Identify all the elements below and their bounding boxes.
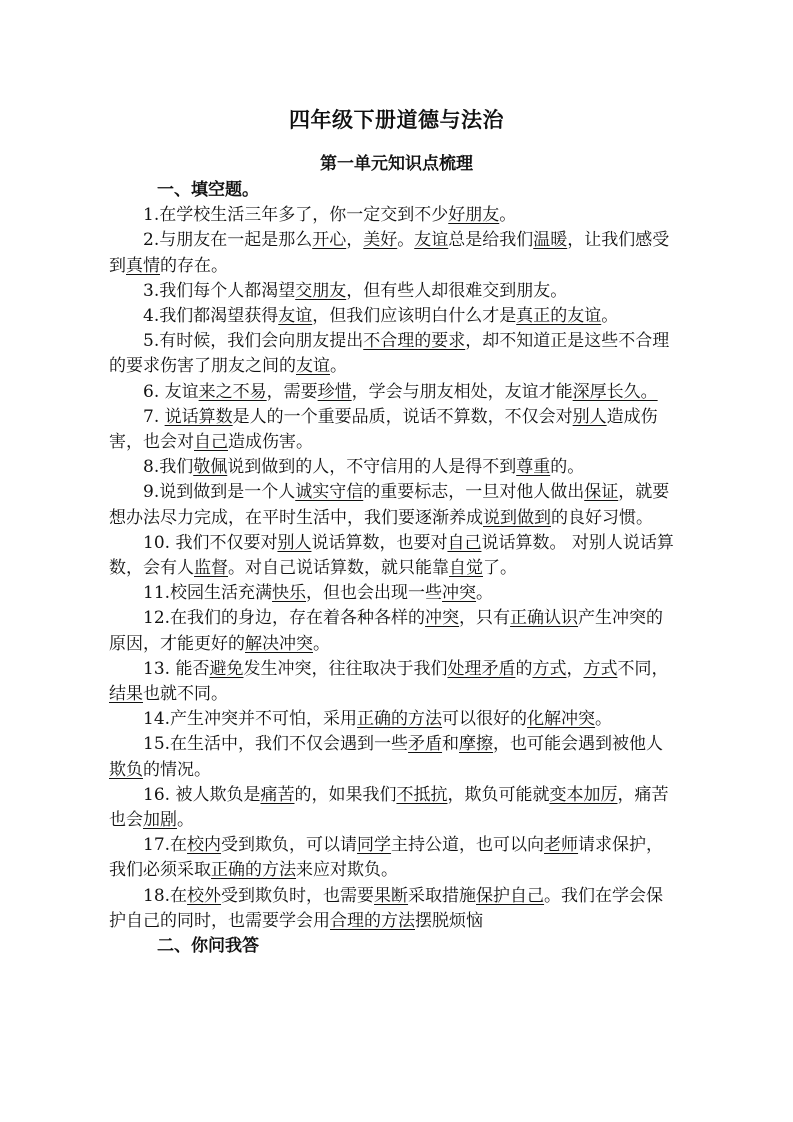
item-text: 15.在生活中，我们不仅会遇到一些 [143, 734, 409, 755]
item-text: 18.在 [143, 885, 188, 906]
answer-blank: 说话算数 [164, 406, 233, 427]
answer-blank: 正确的方法 [357, 709, 443, 730]
answer-blank: 别人 [572, 406, 607, 427]
answer-blank: 真正的友谊 [516, 306, 602, 327]
item-text: 。 [476, 583, 494, 604]
answer-blank: 温暖 [533, 230, 568, 251]
item-text: ， [566, 658, 584, 679]
answer-blank: 自觉 [449, 558, 483, 579]
item-text: 采取措施 [408, 885, 477, 906]
section-heading-qa: 二、你问我答 [157, 936, 259, 957]
item-text: ，也可能会遇到被他人 [493, 734, 664, 755]
list-item [109, 606, 679, 656]
item-text: 的存在。 [160, 255, 228, 276]
answer-blank: 不合理的要求 [363, 331, 466, 352]
answer-blank: 好朋友 [448, 205, 500, 226]
item-text: 2.与朋友在一起是那么 [143, 230, 313, 251]
item-text: 的。 [550, 457, 585, 478]
item-text: 10. 我们不仅要对 [143, 532, 278, 553]
item-text: 受到欺负，可以请 [221, 835, 358, 856]
item-text: 可以很好的 [442, 709, 528, 730]
item-text: 。 [601, 306, 619, 327]
item-text: 1.在学校生活三年多了，你一定交到不少 [143, 205, 449, 226]
list-item [109, 279, 679, 304]
answer-blank: 冲突 [442, 583, 477, 604]
item-text: 。 [499, 205, 517, 226]
item-text: 说话算数，也要对 [311, 532, 448, 553]
answer-blank: 保证 [584, 482, 619, 503]
answer-blank: 正确的方法 [211, 860, 296, 881]
item-text: 17.在 [143, 835, 188, 856]
item-text: 13. 能否 [143, 658, 210, 679]
item-text: ，让我们感受到 [109, 230, 670, 276]
item-text: 和 [442, 734, 460, 755]
list-item [109, 531, 679, 581]
answer-blank: 果断 [374, 885, 409, 906]
answer-blank: 开心 [312, 230, 347, 251]
item-text: 总是给我们 [448, 230, 534, 251]
answer-blank: 交朋友 [295, 280, 347, 301]
list-item [109, 228, 679, 278]
list-item [109, 783, 679, 833]
answer-blank: 别人 [277, 532, 312, 553]
list-item [109, 329, 679, 379]
item-text: ，需要 [266, 381, 318, 402]
item-text: 。 [595, 709, 613, 730]
item-text: 。 [397, 230, 415, 251]
item-text: 也就不同。 [143, 684, 228, 705]
answer-blank: 自己 [447, 532, 482, 553]
item-text: ，却不知道正是这些不合理的要求伤害了朋友之间的 [109, 331, 670, 377]
item-text: 的情况。 [143, 759, 211, 780]
answer-blank: 加剧 [143, 810, 177, 831]
item-text: ，但我们应该明白什么才是 [312, 306, 517, 327]
item-text: 14.产生冲突并不可怕，采用 [143, 709, 358, 730]
answer-blank: 方式 [583, 658, 618, 679]
item-text: 了。 [483, 558, 517, 579]
answer-blank: 欺负 [109, 759, 143, 780]
item-text: 。 [313, 633, 330, 654]
item-text: 的良好习惯。 [551, 507, 653, 528]
answer-blank: 保护自己 [476, 885, 545, 906]
item-text: 。我们在学会保护自己的同时，也需要学会用 [109, 885, 664, 931]
answer-blank: 老师 [544, 835, 579, 856]
answer-blank: 校内 [187, 835, 222, 856]
answer-blank: 来之不易 [198, 381, 267, 402]
item-text: 的重要标志，一旦对他人做出 [363, 482, 585, 503]
item-text: 的 [515, 658, 533, 679]
item-text: 12.在我们的身边，存在着各种各样的 [143, 608, 426, 629]
item-text: 7. [143, 406, 165, 427]
answer-blank: 变本加厉 [549, 784, 618, 805]
answer-blank: 说到做到 [483, 507, 551, 528]
section-heading-fill-blank: 一、填空题。 [157, 180, 259, 200]
answer-blank: 解决冲突 [245, 633, 313, 654]
item-text: 。 [177, 810, 194, 831]
item-text: ，但也会出现一些 [306, 583, 443, 604]
answer-blank: 美好 [363, 230, 398, 251]
page-subtitle: 第一单元知识点梳理 [320, 154, 473, 174]
answer-blank: 友谊 [296, 356, 330, 377]
list-item [109, 581, 679, 606]
answer-blank: 诚实守信 [295, 482, 364, 503]
item-text: 主持公道，也可以向 [391, 835, 545, 856]
list-item [109, 732, 679, 782]
item-text: 。 [330, 356, 347, 377]
item-text: 。对自己说话算数，就只能靠 [228, 558, 449, 579]
item-text: 发生冲突，往往取决于我们 [243, 658, 448, 679]
answer-blank: 自己 [194, 432, 228, 453]
item-text: 不同， [617, 658, 669, 679]
item-text: 说到做到的人，不守信用的人是得不到 [227, 457, 517, 478]
item-text: 摆脱烦恼 [415, 910, 483, 931]
answer-blank: 快乐 [272, 583, 307, 604]
list-item [109, 405, 679, 455]
item-text: 16. 被人欺负是 [143, 784, 261, 805]
item-text: 请求保护，我们必须采取 [109, 835, 664, 881]
answer-blank: 结果 [109, 684, 143, 705]
answer-blank: 摩擦 [459, 734, 494, 755]
answer-blank: 冲突 [425, 608, 460, 629]
list-item [109, 657, 679, 707]
list-item [109, 203, 679, 228]
item-text: 来应对欺负。 [296, 860, 398, 881]
list-item [109, 380, 679, 405]
item-text: ，但有些人却很难交到朋友。 [346, 280, 568, 301]
item-text: 5.有时候，我们会向朋友提出 [143, 331, 364, 352]
answer-blank: 化解冲突 [527, 709, 596, 730]
page-title: 四年级下册道德与法治 [289, 107, 504, 132]
item-text: ，欺负可能就 [447, 784, 550, 805]
answer-blank: 避免 [209, 658, 244, 679]
answer-blank: 正确认识 [510, 608, 579, 629]
item-text: 3.我们每个人都渴望 [143, 280, 296, 301]
item-text: ， [346, 230, 364, 251]
item-text: 8.我们 [143, 457, 194, 478]
item-text: ，痛苦也会 [109, 784, 669, 831]
item-text: 的，如果我们 [294, 784, 397, 805]
item-text: 9.说到做到是一个人 [143, 482, 296, 503]
answer-blank: 痛苦 [260, 784, 295, 805]
answer-blank: 尊重 [516, 457, 551, 478]
item-text: 是人的一个重要品质，说话不算数，不仅会对 [232, 406, 573, 427]
list-item [109, 833, 679, 883]
item-text: 4.我们都渴望获得 [143, 306, 279, 327]
answer-blank: 校外 [187, 885, 222, 906]
answer-blank: 不抵抗 [396, 784, 448, 805]
item-text: ，学会与朋友相处，友谊才能 [351, 381, 573, 402]
item-text: 受到欺负时，也需要 [221, 885, 375, 906]
list-item [109, 304, 679, 329]
item-text: 说话算数。 对别人说话算数，会有人 [109, 532, 674, 579]
answer-blank: 矛盾 [408, 734, 443, 755]
answer-blank: 同学 [357, 835, 392, 856]
answer-blank: 珍惜 [317, 381, 352, 402]
item-text: 6. 友谊 [143, 381, 199, 402]
item-text: 产生冲突的原因，才能更好的 [109, 608, 664, 654]
answer-blank: 真情 [126, 255, 160, 276]
item-text: 造成伤害。 [228, 432, 313, 453]
answer-blank: 合理的方法 [330, 910, 415, 931]
answer-blank: 敬佩 [193, 457, 228, 478]
answer-blank: 深厚长久。 [572, 381, 658, 402]
answer-blank: 友谊 [414, 230, 449, 251]
list-item [109, 480, 679, 530]
list-item [109, 455, 679, 480]
answer-blank: 处理矛盾 [447, 658, 516, 679]
item-text: 11.校园生活充满 [143, 583, 273, 604]
answer-blank: 监督 [194, 558, 228, 579]
document-body [109, 178, 679, 959]
list-item [109, 884, 679, 934]
item-text: ，只有 [459, 608, 511, 629]
item-text: 造成伤害，也会对 [109, 406, 658, 453]
answer-blank: 友谊 [278, 306, 313, 327]
item-text: ，就要想办法尽力完成，在平时生活中，我们要逐渐养成 [109, 482, 670, 528]
answer-blank: 方式 [532, 658, 567, 679]
list-item [109, 707, 679, 732]
